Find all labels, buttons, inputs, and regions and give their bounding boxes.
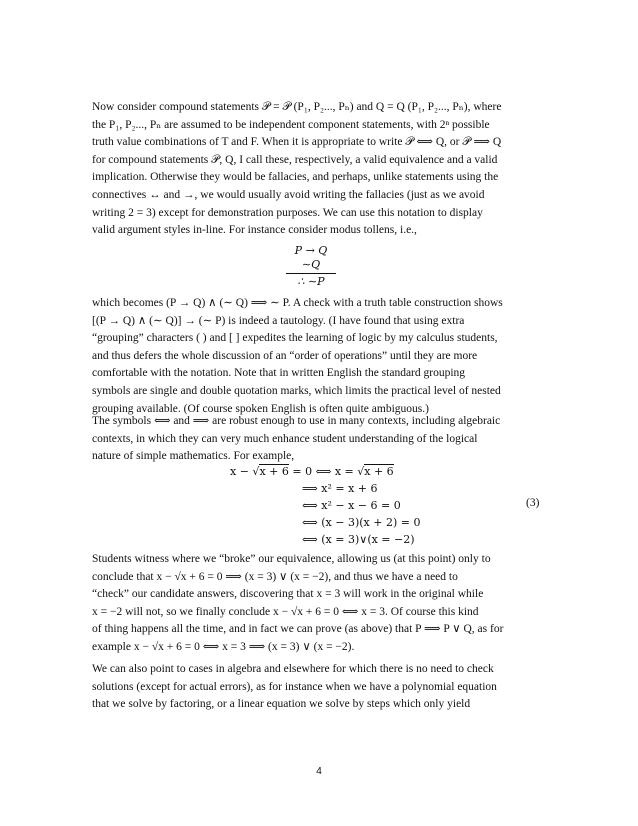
text-line: conclude that x − √x + 6 = 0 ⟹ (x = 3) ∨ (x = −2), and thus we have a need to: [92, 570, 458, 583]
text-line: Now consider compound statements 𝒫 = 𝒫 (P₁, P₂..., Pₙ) and Q = Q (P₁, P₂..., Pₙ), where: [92, 101, 502, 113]
argument-rule-line: [286, 273, 336, 274]
text-line: Students witness where we “broke” our equivalence, allowing us (at this point) only to: [92, 553, 491, 565]
paragraph-truth-table: [92, 295, 547, 418]
conclusion: ∴ ∼P: [297, 275, 325, 288]
modus-tollens-argument: [286, 244, 336, 289]
paragraph-students-witness: [92, 551, 547, 657]
text-line: valid argument styles in-line. For instance consider modus tollens, i.e.,: [92, 224, 417, 237]
text-line: implication. Otherwise they would be fallacies, and perhaps, unlike statements using the: [92, 171, 499, 184]
text-line: connectives ↔ and →, we would usually avoid writing the fallacies (just as we avoid: [92, 188, 485, 201]
equation-number: (3): [526, 497, 540, 509]
text-line: “grouping” characters ( ) and [ ] expedites the learning of logic by my calculus students,: [92, 332, 498, 345]
equation-line-5: ⟺ (x = 3)∨(x = −2): [302, 533, 415, 546]
equation-line-2: ⟹ x² = x + 6: [302, 482, 378, 495]
text-line: that we solve by factoring, or a linear equation we solve by steps which only yield: [92, 698, 471, 711]
text-line: [(P → Q) ∧ (∼ Q)] → (∼ P) is indeed a tautology. (I have found that using extra: [92, 314, 465, 327]
paragraph-compound-statements: [92, 99, 547, 240]
text-line: and thus defers the whole discussion of an “order of operations” until they are more: [92, 349, 478, 362]
paragraph-symbols: [92, 413, 547, 466]
text-line: symbols are single and double quotation marks, which limits the practical level of nested: [92, 384, 501, 397]
text-line: contexts, in which they can very much enhance student understanding of the logical: [92, 432, 478, 445]
text-line: nature of simple mathematics. For example,: [92, 450, 295, 463]
text-line: which becomes (P → Q) ∧ (∼ Q) ⟹ ∼ P. A check with a truth table construction shows: [92, 297, 503, 309]
text-line: We can also point to cases in algebra and elsewhere for which there is no need to check: [92, 663, 494, 675]
text-line: writing 2 = 3) except for demonstration purposes. We can use this notation to display: [92, 206, 483, 219]
text-line: the P₁, P₂..., Pₙ are assumed to be independent component statements, with 2ⁿ possible: [92, 118, 490, 131]
text-line: grouping available. (Of course spoken English is often quite ambiguous.): [92, 402, 429, 415]
text-line: example x − √x + 6 = 0 ⟺ x = 3 ⟹ (x = 3) ∨ (x = −2).: [92, 640, 355, 653]
text-line: comfortable with the notation. Note that in written English the standard grouping: [92, 367, 466, 380]
text-line: x = −2 will not, so we finally conclude x − √x + 6 = 0 ⟺ x = 3. Of course this kind: [92, 605, 479, 618]
paragraph-algebra-cases: [92, 661, 547, 714]
text-line: for compound statements 𝒫, Q, I call these, respectively, a valid equivalence and a valid: [92, 153, 498, 166]
equation-line-4: ⟺ (x − 3)(x + 2) = 0: [302, 516, 421, 529]
premise-2: ∼Q: [301, 258, 321, 271]
text-line: of thing happens all the time, and in fact we can prove (as above) that P ⟹ P ∨ Q, as for: [92, 623, 504, 636]
text-line: truth value combinations of T and F. When it is appropriate to write 𝒫 ⟺ Q, or 𝒫 ⟹ Q: [92, 136, 502, 149]
page-number: 4: [316, 766, 322, 777]
equation-line-3: ⟺ x² − x − 6 = 0: [302, 499, 401, 512]
premise-1: P → Q: [294, 244, 328, 257]
text-line: solutions (except for actual errors), as for instance when we have a polynomial equation: [92, 680, 497, 693]
text-line: “check” our candidate answers, discovering that x = 3 will work in the original while: [92, 588, 484, 601]
text-line: The symbols ⟺ and ⟹ are robust enough to use in many contexts, including algebraic: [92, 415, 501, 427]
equation-line-1: x − √x + 6 = 0 ⟺ x = √x + 6: [230, 465, 394, 478]
